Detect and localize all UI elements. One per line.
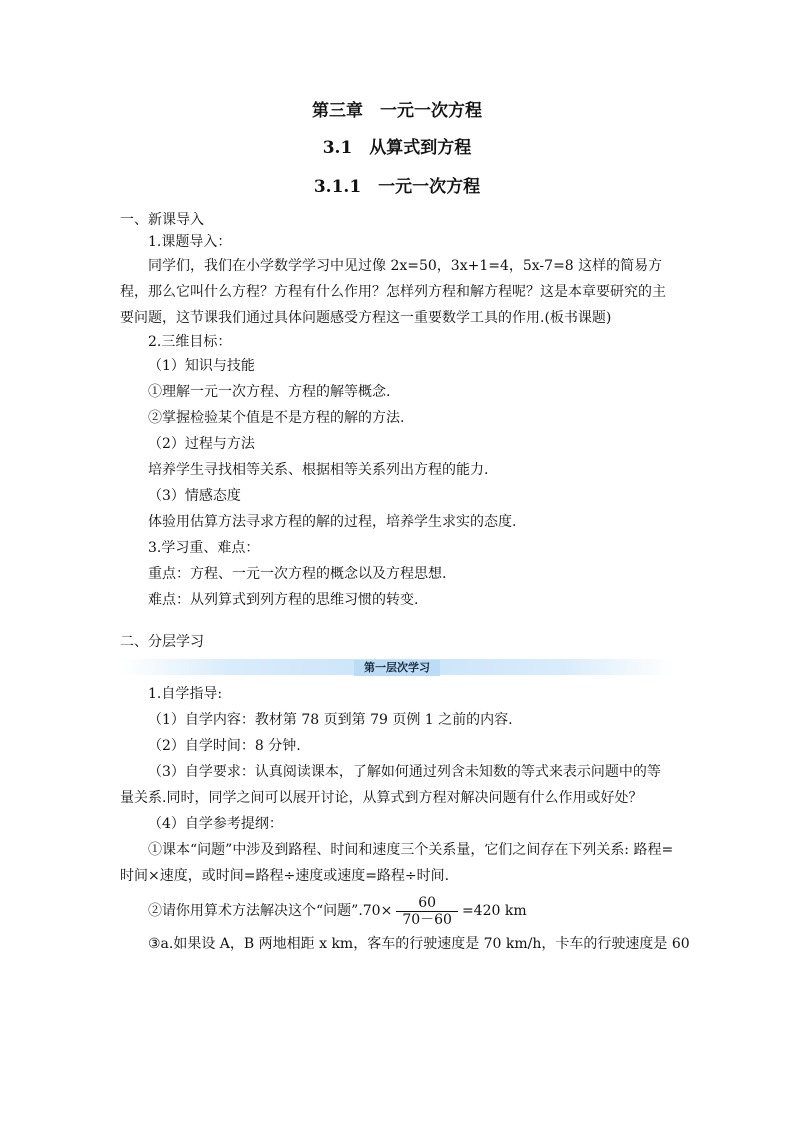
chapter-title: 第三章 一元一次方程	[312, 101, 482, 121]
goal-knowledge-b: ②掌握检验某个值是不是方程的解的方法.	[148, 410, 405, 426]
part2-heading: 二、分层学习	[120, 634, 204, 650]
fraction-denominator: 70－60	[402, 911, 452, 928]
fraction-numerator: 60	[396, 895, 458, 912]
goal-attitude: （3）情感态度	[148, 488, 241, 504]
outline-heading: （4）自学参考提纲：	[148, 816, 283, 832]
guide-heading: 1.自学指导:	[148, 686, 223, 702]
outline-item-2-prefix: ②请你用算术方法解决这个“问题”.70×	[148, 903, 393, 919]
outline-item-2	[120, 891, 674, 931]
subsection-title: 3.1.1 一元一次方程	[313, 177, 481, 197]
key-heading: 3.学习重、难点：	[148, 540, 260, 556]
intro-text: 同学们，我们在小学数学学习中见过像 2x=50，3x+1=4，5x-7=8 这样的简易方程，那么它叫什么方程？方程有什么作用？怎样列方程和解方程呢？这是本章要研究的主要问题，这节课我们通过具体问题感受方程这一重要数学工具的作用.(板书课题)	[120, 258, 666, 326]
guide-requirement: （3）自学要求：认真阅读课本，了解如何通过列含未知数的等式来表示问题中的等量关系.同时，同学之间可以展开讨论，从算式到方程对解决问题有什么作用或好处？	[120, 764, 661, 806]
level-banner-label: 第一层次学习	[354, 660, 440, 676]
goal-knowledge: （1）知识与技能	[148, 358, 255, 374]
goal-process: （2）过程与方法	[148, 436, 255, 452]
level-banner	[120, 659, 674, 675]
outline-item-3: ③a.如果设 A，B 两地相距 x km，客车的行驶速度是 70 km/h，卡车的行驶速度是 60	[148, 936, 690, 952]
key-point: 重点：方程、一元一次方程的概念以及方程思想.	[148, 566, 447, 582]
goal-knowledge-a: ①理解一元一次方程、方程的解等概念.	[148, 384, 391, 400]
fraction	[396, 895, 458, 928]
outline-item-2-suffix: =420 km	[461, 903, 527, 919]
part1-heading: 一、新课导入	[120, 212, 204, 228]
goal-attitude-a: 体验用估算方法寻求方程的解的过程，培养学生求实的态度.	[148, 514, 517, 530]
difficult-point: 难点：从列算式到列方程的思维习惯的转变.	[148, 592, 419, 608]
goals-heading: 2.三维目标：	[148, 334, 232, 350]
intro-heading: 1.课题导入：	[148, 234, 232, 250]
section-title: 3.1 从算式到方程	[322, 138, 472, 158]
outline-item-1: ①课本“问题”中涉及到路程、时间和速度三个关系量，它们之间存在下列关系: 路程=时间×速度，或时间=路程÷速度或速度=路程÷时间.	[120, 842, 674, 884]
guide-time: （2）自学时间：8 分钟.	[148, 738, 301, 754]
guide-content: （1）自学内容：教材第 78 页到第 79 页例 1 之前的内容.	[148, 712, 513, 728]
goal-process-a: 培养学生寻找相等关系、根据相等关系列出方程的能力.	[148, 462, 489, 478]
